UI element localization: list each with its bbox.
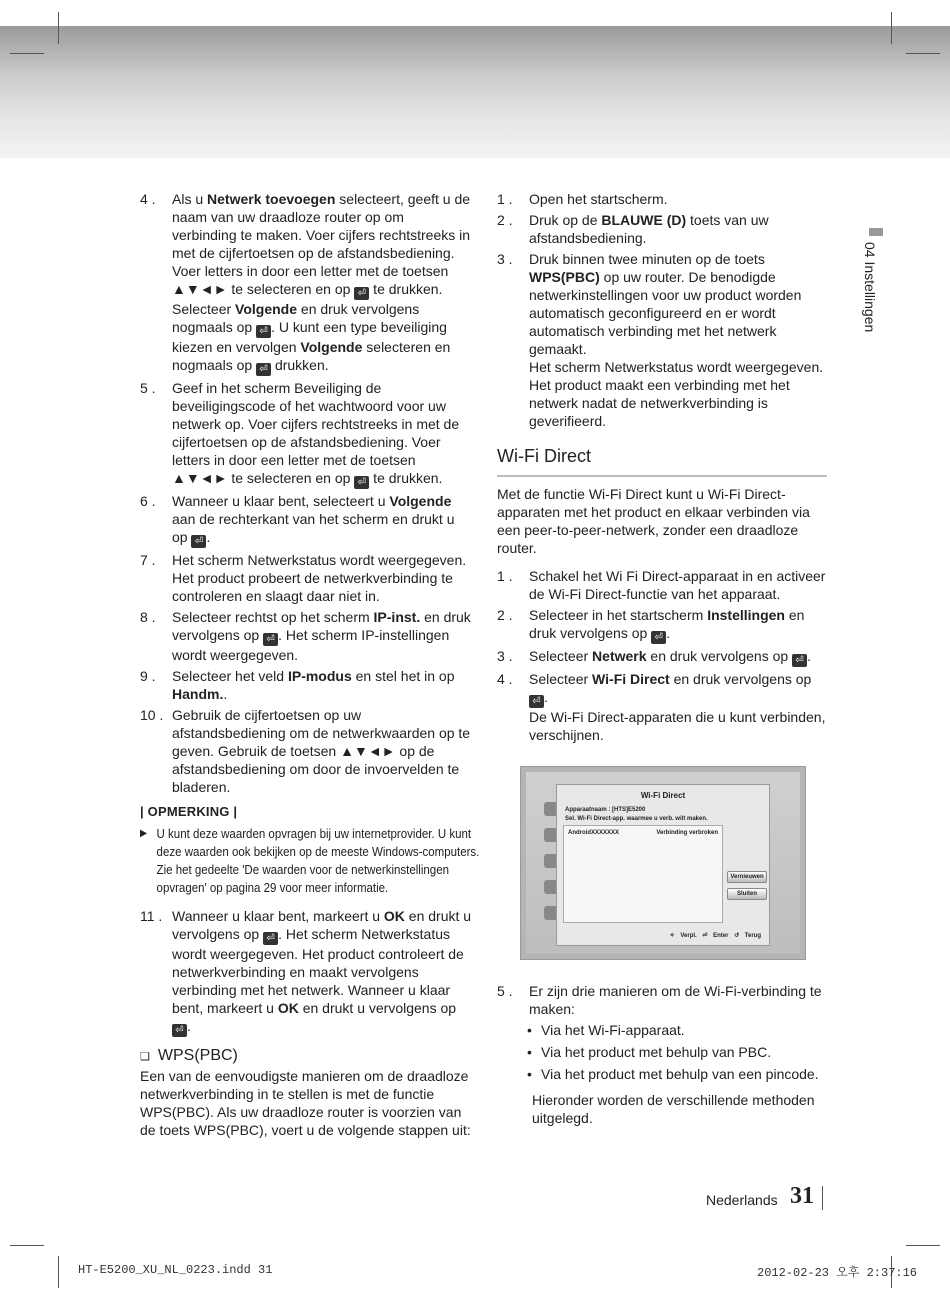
step-number: 3 . [497, 251, 513, 267]
footer-rule [822, 1186, 823, 1210]
tv-screenshot [520, 766, 806, 960]
refresh-button[interactable]: Vernieuwen [727, 871, 767, 883]
bullet-icon: • [527, 1022, 532, 1038]
step-text: Er zijn drie manieren om de Wi-Fi-verbinding te maken: [529, 983, 822, 1017]
footer-language: Nederlands [706, 1192, 778, 1208]
step-number: 9 . [140, 668, 156, 684]
step-number: 5 . [140, 380, 156, 396]
step-text: Als u Netwerk toevoegen selecteert, geeft u de naam van uw draadloze router op om verbinding te maken. Voer cijfers rechtstreeks in met de cijfertoetsen op de afstandsbediening. Voer letters in door een letter met de toetsen ▲▼◄► te selecteren en op ⏎ te drukken. Selecteer Volgende en druk vervolgens nogmaals op ⏎ . U kunt een type beveiliging kiezen en vervolgen Volgende selecteren en nogmaals op ⏎ drukken. [172, 191, 471, 375]
left-steps [140, 190, 472, 796]
crop-mark [10, 53, 44, 54]
wps-title: WPS(PBC) [157, 1047, 238, 1064]
device-row[interactable] [564, 826, 722, 840]
step-number: 11 . [140, 908, 163, 924]
wps-heading [140, 1047, 472, 1065]
enter-icon: ⏎ [263, 633, 278, 646]
step-item [140, 706, 472, 796]
closing-text: Hieronder worden de verschillende methoden uitgelegd. [532, 1092, 815, 1126]
step-text: Het scherm Netwerkstatus wordt weergegeven. Het product probeert de netwerkverbinding te controleren en slaagt daar niet in. [172, 552, 467, 604]
enter-icon: ⏎ [256, 325, 271, 338]
step-item [497, 647, 827, 667]
step-text: Wanneer u klaar bent, markeert u OK en drukt u vervolgens op ⏎ . Het scherm Netwerkstatus wordt weergegeven. Het product controleert de netwerkverbinding en maakt vervolgens verbinding met het netwerk. Wanneer u klaar bent, markeert u OK en drukt u vervolgens op ⏎ . [172, 908, 472, 1036]
enter-icon: ⏎ [256, 363, 271, 376]
step-number: 4 . [497, 671, 513, 687]
step-number: 1 . [497, 191, 513, 207]
instruction-line: Sel. Wi-Fi Direct-app. waarmee u verb. wilt maken. [565, 816, 708, 822]
wifi-direct-dialog [556, 784, 770, 946]
step-5 [497, 982, 827, 1018]
bullet-item [497, 1065, 827, 1083]
bullet-text: Via het product met behulp van PBC. [541, 1044, 772, 1060]
bullet-list [497, 1021, 827, 1083]
wps-intro: Een van de eenvoudigste manieren om de draadloze netwerkverbinding in te stellen is met de functie WPS(PBC). Als uw draadloze router is voorzien van de toets WPS(PBC), voert u de volgende stappen uit: [140, 1068, 471, 1138]
chapter-label: 04 Instellingen [862, 242, 878, 333]
note-text: U kunt deze waarden opvragen bij uw internetprovider. U kunt deze waarden ook bekijken op de meeste Windows-computers. Zie het gedeelte 'De waarden voor de netwerkinstellingen opvragen' op pagina 29 voor meer informatie. [156, 827, 480, 895]
right-steps-b [497, 567, 827, 744]
step-item [497, 670, 827, 744]
bullet-icon: • [527, 1044, 532, 1060]
enter-icon: ⏎ [354, 476, 369, 489]
left-column [140, 190, 480, 1139]
device-name-line: Apparaatnaam : [HTS]E5200 [565, 807, 646, 813]
step-number: 7 . [140, 552, 156, 568]
enter-icon: ⏎ [651, 631, 666, 644]
bullet-item [497, 1043, 827, 1061]
slug-date: 2012-02-23 오후 2:37:16 [757, 1266, 918, 1280]
step-item [497, 606, 827, 644]
triangle-icon: ▶ [140, 828, 148, 839]
page-number: 31 [790, 1183, 814, 1209]
tv-screen [526, 772, 800, 954]
bullet-text: Via het Wi-Fi-apparaat. [541, 1022, 685, 1038]
step-text: Selecteer het veld IP-modus en stel het in op Handm.. [172, 668, 455, 702]
device-status: Verbinding verbroken [656, 830, 718, 836]
step-number: 4 . [140, 191, 156, 207]
step-item [140, 190, 472, 376]
step-item [497, 211, 827, 247]
device-list [563, 825, 723, 923]
section-intro: Met de functie Wi-Fi Direct kunt u Wi-Fi Direct-apparaten met het product en elkaar verbinden via een peer-to-peer-netwerk, zonder een draadloze router. [497, 486, 810, 556]
step-text: Selecteer Wi-Fi Direct en druk vervolgens op ⏎ . De Wi-Fi Direct-apparaten die u kunt verbinden, verschijnen. [529, 671, 826, 743]
note [140, 825, 488, 897]
step-number: 5 . [497, 983, 513, 999]
step-text: Open het startscherm. [529, 191, 668, 207]
enter-icon: ⏎ [263, 932, 278, 945]
step-item [140, 379, 472, 489]
step-number: 2 . [497, 212, 513, 228]
step-text: Schakel het Wi Fi Direct-apparaat in en activeer de Wi-Fi Direct-functie van het apparaat. [529, 568, 826, 602]
crop-mark [58, 1256, 59, 1288]
step-text: Selecteer Netwerk en druk vervolgens op ⏎ . [529, 648, 811, 666]
step-item [140, 608, 472, 664]
note-heading: | OPMERKING | [140, 804, 238, 819]
crop-mark [906, 1245, 940, 1246]
device-name: AndroidXXXXXXX [568, 830, 620, 836]
chapter-tab [862, 228, 892, 368]
bullet-text: Via het product met behulp van een pincode. [541, 1066, 819, 1082]
enter-icon: ⏎ [191, 535, 206, 548]
header-band [0, 26, 950, 158]
step-text: Druk binnen twee minuten op de toets WPS(PBC) op uw router. De benodigde netwerkinstellingen voor uw product worden automatisch geconfigureerd en er wordt automatisch verbinding met het netwerk gemaakt. Het scherm Netwerkstatus wordt weergegeven. Het product maakt een verbinding met het netwerk nadat de netwerkverbinding is geverifieerd. [529, 251, 824, 429]
step-text: Selecteer rechtst op het scherm IP-inst. en druk vervolgens op ⏎ . Het scherm IP-instellingen wordt weergegeven. [172, 609, 471, 663]
step-text: Gebruik de cijfertoetsen op uw afstandsbediening om de netwerkwaarden op te geven. Gebruik de toetsen ▲▼◄► op de afstandsbediening om door de invoervelden te bladeren. [172, 707, 471, 795]
step-text: Selecteer in het startscherm Instellingen en druk vervolgens op ⏎ . [529, 607, 805, 643]
crop-mark [891, 12, 892, 44]
step-text: Geef in het scherm Beveiliging de beveiligingscode of het wachtwoord voor uw netwerk op. Voer cijfers rechtstreeks in met de cijfertoetsen op de afstandsbediening. Voer letters in door een letter met de toetsen ▲▼◄► te selecteren en op ⏎ te drukken. [172, 380, 460, 488]
bullet-icon: • [527, 1066, 532, 1082]
tab-bar [869, 228, 883, 236]
step-number: 3 . [497, 648, 513, 664]
step-text: Wanneer u klaar bent, selecteert u Volgende aan de rechterkant van het scherm en drukt u op ⏎ . [172, 493, 455, 547]
checkbox-icon: ❑ [140, 1051, 150, 1063]
dialog-footer: ✧ Verpl. ⏎ Enter ↺ Terug [669, 933, 761, 939]
enter-icon: ⏎ [354, 287, 369, 300]
step-11 [140, 907, 472, 1037]
step-number: 8 . [140, 609, 156, 625]
dialog-title: Wi-Fi Direct [640, 791, 686, 800]
step-item [497, 190, 827, 208]
step-item [140, 492, 472, 548]
step-item [497, 250, 827, 430]
step-item [140, 667, 472, 703]
step-number: 1 . [497, 568, 513, 584]
step-number: 6 . [140, 493, 156, 509]
close-button[interactable]: Sluiten [727, 888, 767, 900]
right-column [497, 190, 827, 747]
slug-file: HT-E5200_XU_NL_0223.indd 31 [78, 1263, 273, 1277]
enter-icon: ⏎ [172, 1024, 187, 1037]
step-text: Druk op de BLAUWE (D) toets van uw afstandsbediening. [529, 212, 769, 246]
step-number: 2 . [497, 607, 513, 623]
crop-mark [58, 12, 59, 44]
right-column-bottom [497, 982, 827, 1127]
right-steps-a [497, 190, 827, 430]
step-number: 10 . [140, 707, 164, 723]
enter-icon: ⏎ [792, 654, 807, 667]
crop-mark [906, 53, 940, 54]
section-title: Wi-Fi Direct [497, 446, 827, 477]
enter-icon: ⏎ [529, 695, 544, 708]
bullet-item [497, 1021, 827, 1039]
step-item [140, 551, 472, 605]
crop-mark [10, 1245, 44, 1246]
step-item [497, 567, 827, 603]
